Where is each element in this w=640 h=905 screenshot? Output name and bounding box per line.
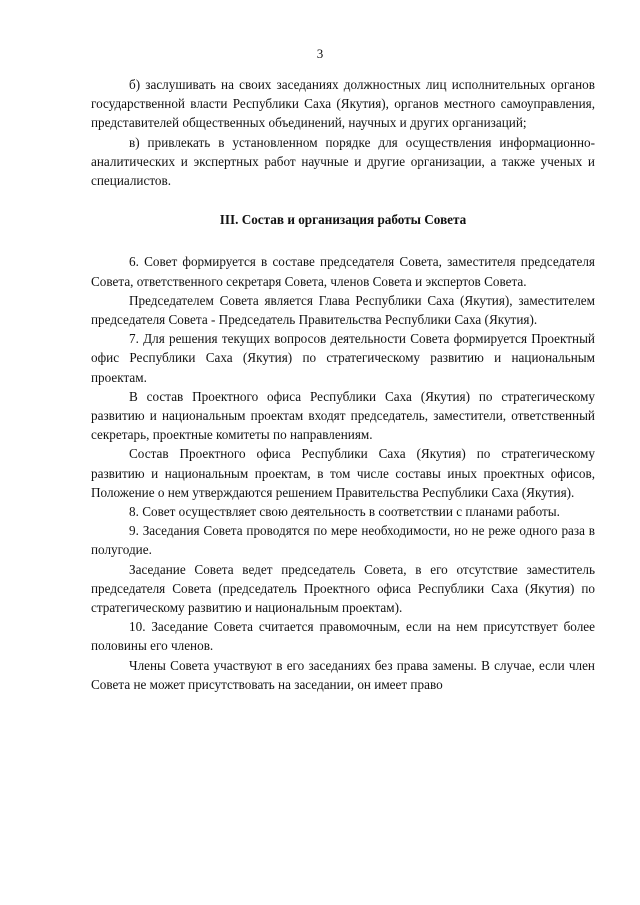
paragraph-9: 9. Заседания Совета проводятся по мере необходимости, но не реже одного раза в полугодие. [91,523,595,558]
paragraph-10-members: Члены Совета участвуют в его заседаниях без права замены. В случае, если член Совета не может присутствовать на заседании, он имеет право [91,657,595,692]
paragraph-7-composition: В состав Проектного офиса Республики Саха (Якутия) по стратегическому развитию и национальным проектам входят председатель, заместители, ответственный секретарь, проектные комитеты по направлениям. [91,388,595,443]
paragraph-9-chairing: Заседание Совета ведет председатель Совета, в его отсутствие заместитель председателя Совета (председатель Проектного офиса Республики Саха (Якутия) по стратегическому развитию и национальным проектам). [91,561,595,616]
paragraph-7-approval: Состав Проектного офиса Республики Саха (Якутия) по стратегическому развитию и национальным проектам, в том числе составы иных проектных офисов, Положение о нем утверждаются решением Правительства Республики Саха (Якутия). [91,446,595,500]
paragraph-8: 8. Совет осуществляет свою деятельность в соответствии с планами работы. [129,504,560,520]
page-number: 3 [316,46,324,61]
paragraph-item-v: в) привлекать в установленном порядке для осуществления информационно-аналитических и экспертных работ научные и другие организации, а также ученых и специалистов. [91,134,595,189]
paragraph-6: 6. Совет формируется в составе председателя Совета, заместителя председателя Совета, ответственного секретаря Совета, членов Совета и экспертов Совета. [91,254,595,289]
document-body [91,75,595,694]
paragraph-10: 10. Заседание Совета считается правомочным, если на нем присутствует более половины его членов. [91,619,595,654]
paragraph-7: 7. Для решения текущих вопросов деятельности Совета формируется Проектный офис Республики Саха (Якутия) по стратегическому развитию и национальным проектам. [91,331,595,385]
paragraph-6-chair: Председателем Совета является Глава Республики Саха (Якутия), заместителем председателя Совета - Председатель Правительства Республики Саха (Якутия). [91,292,595,328]
section-heading: III. Состав и организация работы Совета [219,212,467,228]
paragraph-item-b: б) заслушивать на своих заседаниях должностных лиц исполнительных органов государственной власти Республики Саха (Якутия), органов местного самоуправления, представителей общественных объединений, научных и других организаций; [91,77,595,131]
